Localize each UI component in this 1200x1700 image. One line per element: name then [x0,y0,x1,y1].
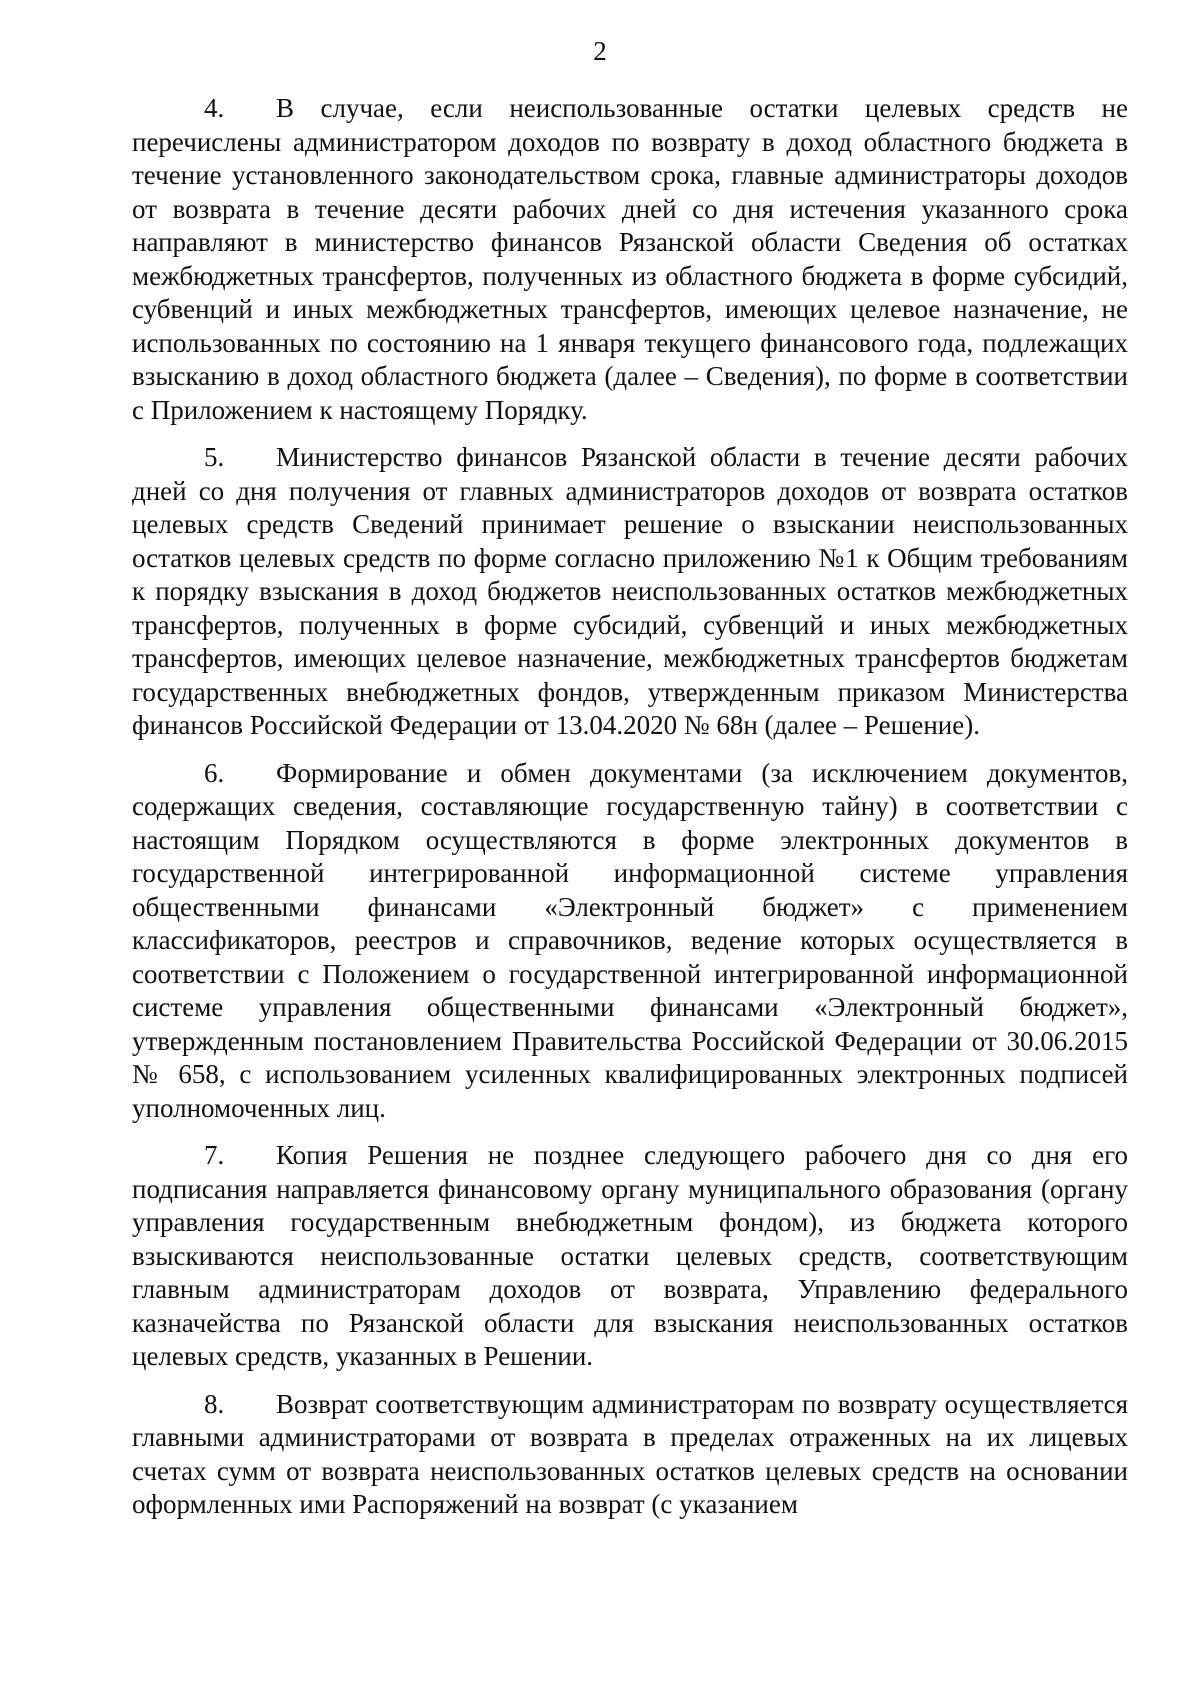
paragraph-5 [132,441,1128,743]
paragraph-number: 5. [204,442,225,472]
document-body [132,92,1128,1536]
paragraph-text: Министерство финансов Рязанской области в течение десяти рабочих дней со дня получения от главных администраторов доходов от возврата остатков целевых средств Сведений принимает решение о взыскании неиспользованных остатков целевых средств по форме согласно приложению №1 к Общим требованиям к порядку взыскания в доход бюджетов неиспользованных остатков межбюджетных трансфертов, полученных в форме субсидий, субвенций и иных межбюджетных трансфертов, имеющих целевое назначение, межбюджетных трансфертов бюджетам государственных внебюджетных фондов, утвержденным приказом Министерства финансов Российской Федерации от 13.04.2020 № 68н (далее – Решение). [132,442,1128,740]
paragraph-number: 7. [204,1140,225,1170]
paragraph-6 [132,757,1128,1126]
paragraph-text: В случае, если неиспользованные остатки целевых средств не перечислены администратором доходов по возврату в доход областного бюджета в течение установленного законодательством срока, главные администраторы доходов от возврата в течение десяти рабочих дней со дня истечения указанного срока направляют в министерство финансов Рязанской области Сведения об остатках межбюджетных трансфертов, полученных из областного бюджета в форме субсидий, субвенций и иных межбюджетных трансфертов, имеющих целевое назначение, не использованных по состоянию на 1 января текущего финансового года, подлежащих взысканию в доход областного бюджета (далее – Сведения), по форме в соответствии с Приложением к настоящему Порядку. [132,93,1128,425]
paragraph-text: Формирование и обмен документами (за исключением документов, содержащих сведения, составляющие государственную тайну) в соответствии с настоящим Порядком осуществляются в форме электронных документов в государственной интегрированной информационной системе управления общественными финансами «Электронный бюджет» с применением классификаторов, реестров и справочников, ведение которых осуществляется в соответствии с Положением о государственной интегрированной информационной системе управления общественными финансами «Электронный бюджет», утвержденным постановлением Правительства Российской Федерации от 30.06.2015 № 658, с использованием усиленных квалифицированных электронных подписей уполномоченных лиц. [132,757,1128,1123]
paragraph-number: 6. [204,757,225,788]
paragraph-text: Копия Решения не позднее следующего рабочего дня со дня его подписания направляется финансовому органу муниципального образования (органу управления государственным внебюджетным фондом), из бюджета которого взыскиваются неиспользованные остатки целевых средств, соответствующим главным администраторам доходов от возврата, Управлению федерального казначейства по Рязанской области для взыскания неиспользованных остатков целевых средств, указанных в Решении. [132,1140,1128,1371]
paragraph-4 [132,92,1128,427]
paragraph-8 [132,1388,1128,1522]
paragraph-number: 8. [204,1388,225,1419]
paragraph-number: 4. [204,93,225,123]
page-number: 2 [593,36,607,66]
paragraph-7 [132,1139,1128,1374]
paragraph-text: Возврат соответствующим администраторам по возврату осуществляется главными администраторами от возврата в пределах отраженных на их лицевых счетах сумм от возврата неиспользованных остатков целевых средств на основании оформленных ими Распоряжений на возврат (с указанием [132,1388,1128,1519]
